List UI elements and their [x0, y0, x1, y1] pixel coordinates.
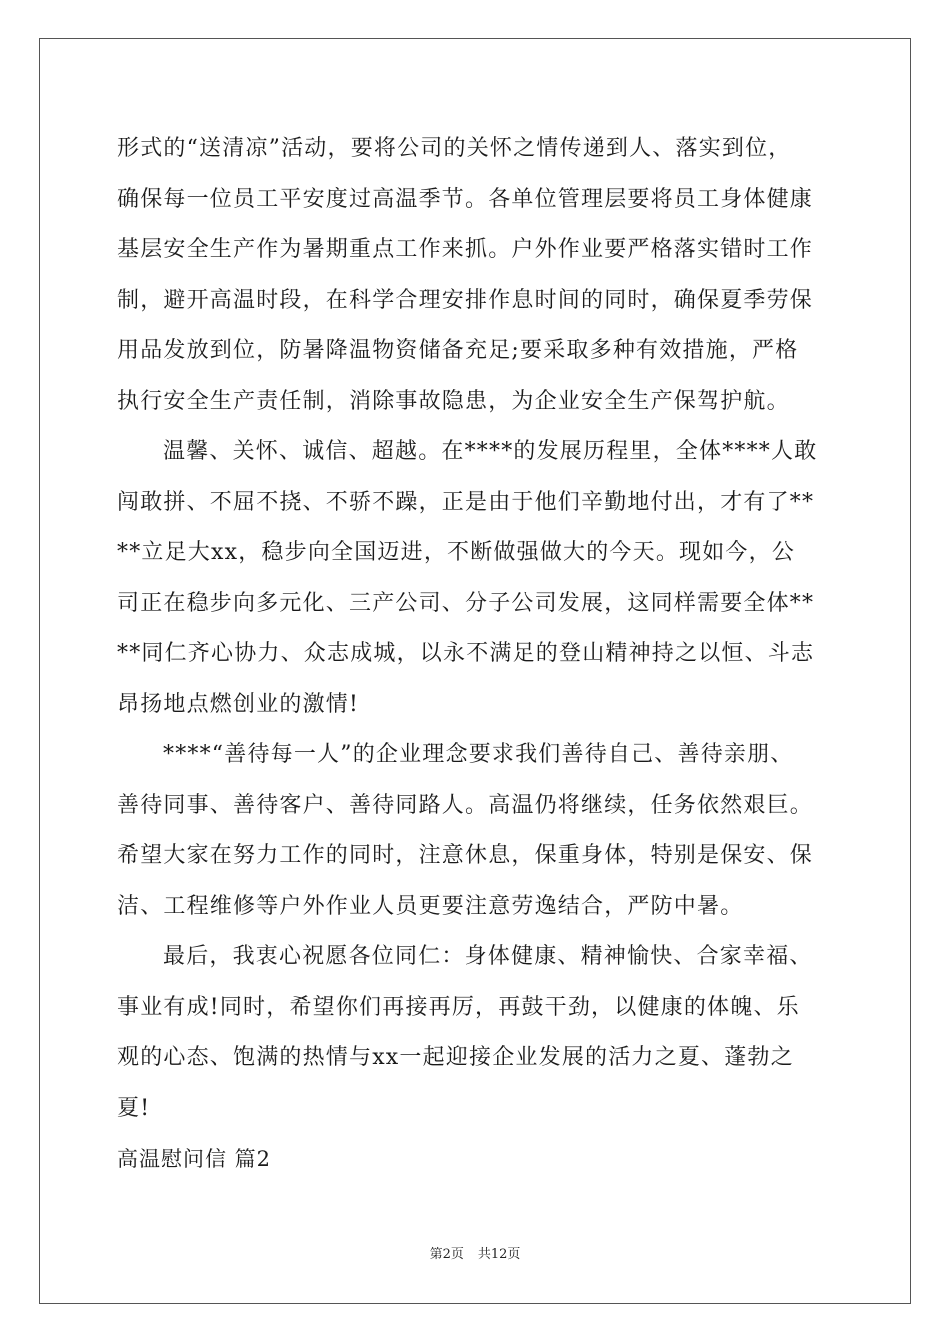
text-line: 用品发放到位，防暑降温物资储备充足;要采取多种有效措施，严格: [117, 338, 799, 363]
text-line: 洁、工程维修等户外作业人员更要注意劳逸结合，严防中暑。: [117, 893, 744, 919]
text-line: 昂扬地点燃创业的激情!: [117, 691, 360, 717]
letter-body: [117, 124, 837, 1185]
paragraph-start-line: 最后，我衷心祝愿各位同仁：身体健康、精神愉快、合家幸福、: [163, 944, 813, 969]
text-line: 形式的“送清凉”活动，要将公司的关怀之情传递到人、落实到位，: [117, 136, 792, 161]
text-line: 司正在稳步向多元化、三产公司、分子公司发展，这同样需要全体**: [117, 590, 815, 616]
text-line: **立足大xx，稳步向全国迈进，不断做强做大的今天。现如今，公: [117, 540, 796, 565]
paragraph-start-line: 温馨、关怀、诚信、超越。在****的发展历程里，全体****人敢: [163, 439, 818, 464]
page-footer: [0, 1246, 950, 1264]
text-line: 观的心态、饱满的热情与xx一起迎接企业发展的活力之夏、蓬勃之: [117, 1045, 794, 1070]
text-line: 基层安全生产作为暑期重点工作来抓。户外作业要严格落实错时工作: [117, 237, 814, 262]
text-line: 善待同事、善待客户、善待同路人。高温仍将继续，任务依然艰巨。: [117, 792, 814, 818]
page-number: 第2页: [429, 1247, 464, 1262]
text-line: **同仁齐心协力、众志成城，以永不满足的登山精神持之以恒、斗志: [117, 641, 815, 666]
text-line: 闯敢拼、不屈不挠、不骄不躁，正是由于他们辛勤地付出，才有了**: [117, 489, 815, 515]
text-line: 执行安全生产责任制，消除事故隐患，为企业安全生产保驾护航。: [117, 388, 790, 414]
text-line: 事业有成!同时，希望你们再接再厉，再鼓干劲，以健康的体魄、乐: [117, 994, 800, 1020]
paragraph-start-line: ****“善待每一人”的企业理念要求我们善待自己、善待亲朋、: [163, 742, 794, 767]
text-line: 制，避开高温时段，在科学合理安排作息时间的同时，确保夏季劳保: [117, 287, 814, 313]
text-line: 确保每一位员工平安度过高温季节。各单位管理层要将员工身体健康: [117, 186, 814, 212]
text-line: 夏!: [117, 1095, 151, 1121]
page-total: 共12页: [477, 1247, 521, 1262]
section-heading: 高温慰问信 篇2: [117, 1147, 272, 1171]
text-line: 希望大家在努力工作的同时，注意休息，保重身体，特别是保安、保: [117, 843, 814, 868]
